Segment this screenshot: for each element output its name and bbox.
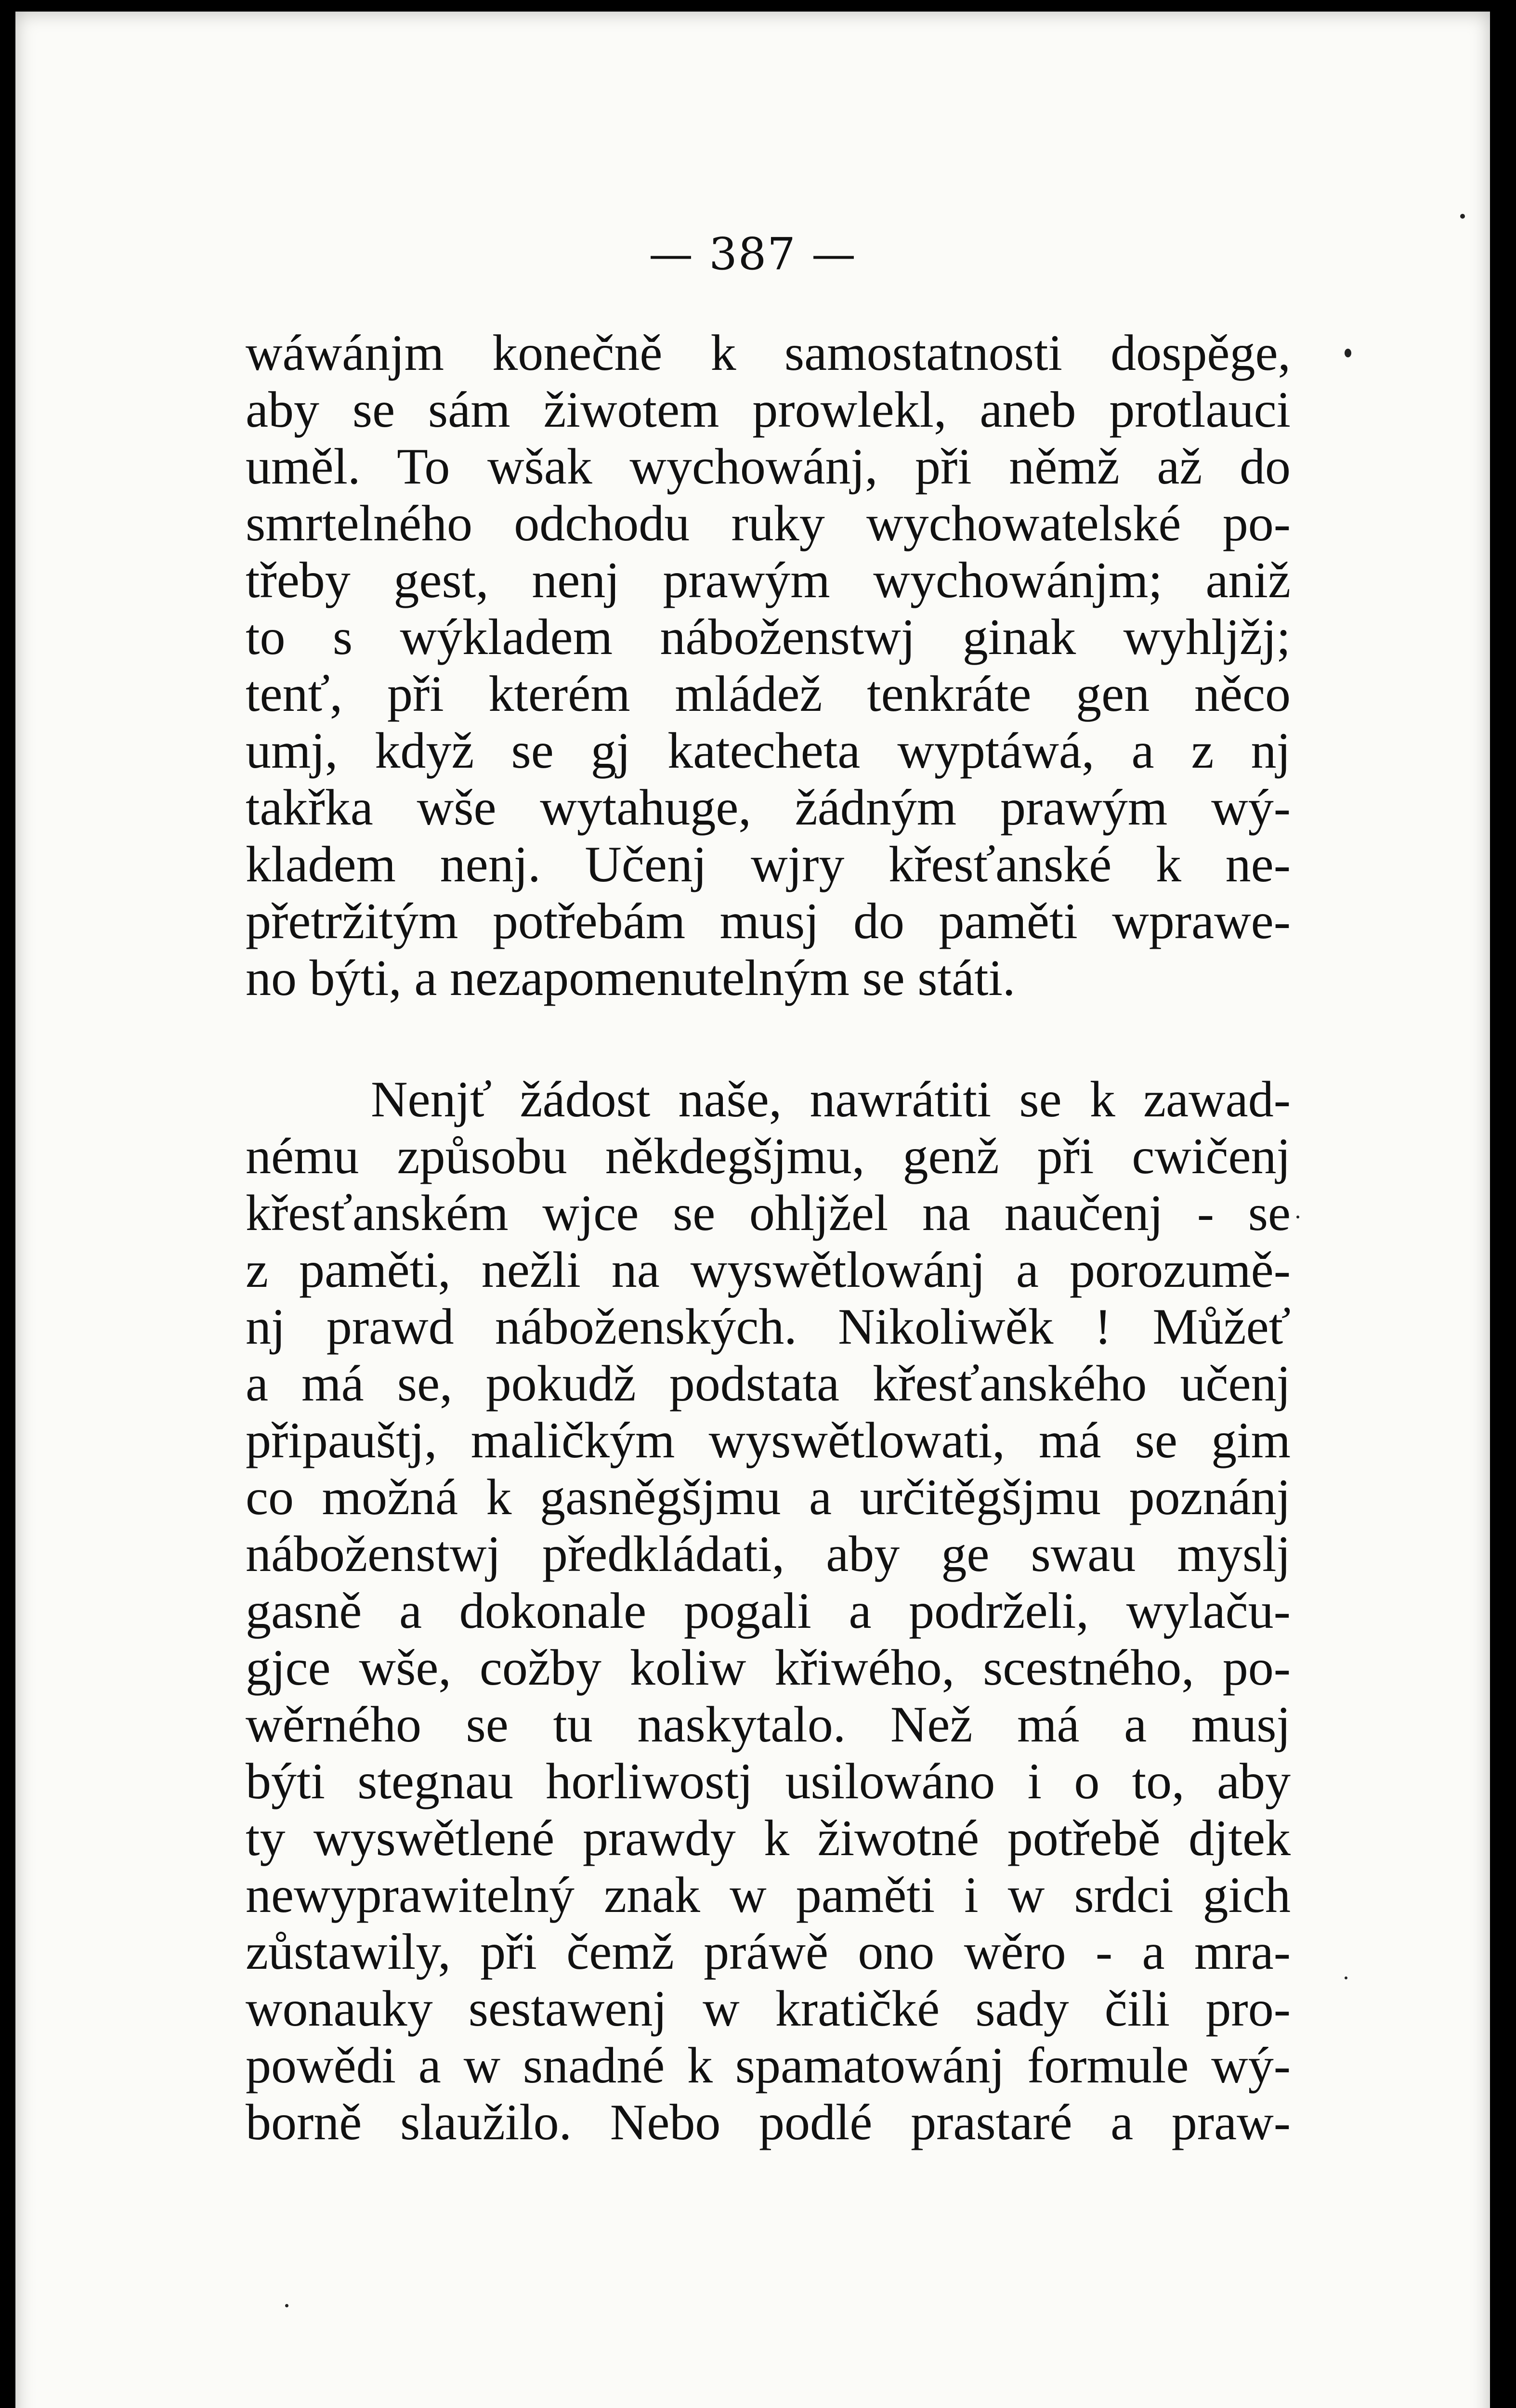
scan-speck [1345, 1976, 1347, 1979]
text-line: wáwánjm konečně k samostatnosti dospěge, [246, 325, 1291, 381]
scan-speck [285, 2304, 288, 2307]
text-line: býti stegnau horliwostj usilowáno i o to, aby [246, 1753, 1291, 1809]
text-line: borně slaužilo. Nebo podlé prastaré a praw- [246, 2094, 1291, 2150]
text-line: z paměti, nežli na wyswětlowánj a porozumě- [246, 1242, 1291, 1298]
paragraph-1 [246, 325, 1291, 1007]
text-line: wonauky sestawenj w kratičké sady čili pro- [246, 1980, 1291, 2037]
text-line: nj prawd náboženských. Nikoliwěk ! Můžeť [246, 1298, 1291, 1355]
text-line: třeby gest, nenj prawým wychowánjm; aniž [246, 552, 1291, 608]
text-line: powědi a w snadné k spamatowánj formule wý- [246, 2037, 1291, 2094]
text-line: newyprawitelný znak w paměti i w srdci gich [246, 1867, 1291, 1923]
text-line: umj, když se gj katecheta wyptáwá, a z nj [246, 722, 1291, 779]
text-line: takřka wše wytahuge, žádným prawým wý- [246, 779, 1291, 836]
text-line: to s wýkladem náboženstwj ginak wyhljžj; [246, 609, 1291, 665]
text-line: nému způsobu někdegšjmu, genž při cwičenj [246, 1128, 1291, 1184]
scan-speck [1296, 1216, 1299, 1218]
text-line: ty wyswětlené prawdy k žiwotné potřebě djtek [246, 1810, 1291, 1866]
text-line: kladem nenj. Učenj wjry křesťanské k ne- [246, 836, 1291, 892]
text-line: uměl. To wšak wychowánj, při němž až do [246, 438, 1291, 495]
text-line: přetržitým potřebám musj do paměti wprawe- [246, 893, 1291, 949]
text-line: gjce wše, cožby koliw křiwého, scestného, po- [246, 1639, 1291, 1696]
text-line: a má se, pokudž podstata křesťanského učenj [246, 1355, 1291, 1412]
text-line: aby se sám žiwotem prowlekl, aneb protlauci [246, 381, 1291, 438]
text-line: připauštj, maličkým wyswětlowati, má se gim [246, 1412, 1291, 1468]
text-line: zůstawily, při čemž práwě ono wěro - a mra- [246, 1924, 1291, 1980]
text-line: no býti, a nezapomenutelným se státi. [246, 950, 1016, 1006]
text-line: smrtelného odchodu ruky wychowatelské po- [246, 495, 1291, 551]
scan-speck [1345, 349, 1351, 357]
text-line: křesťanském wjce se ohljžel na naučenj - se [246, 1185, 1291, 1241]
text-line: náboženstwj předkládati, aby ge swau myslj [246, 1526, 1291, 1582]
paragraph-2 [246, 1071, 1291, 2151]
text-line: gasně a dokonale pogali a podrželi, wylaču- [246, 1583, 1291, 1639]
text-line: co možná k gasněgšjmu a určitěgšjmu poznánj [246, 1469, 1291, 1525]
book-page [15, 12, 1490, 2408]
text-line: Nenjť žádost naše, nawrátiti se k zawad- [371, 1071, 1291, 1127]
text-line: wěrného se tu naskytalo. Než má a musj [246, 1696, 1291, 1753]
page-number: — 387 — [648, 228, 857, 280]
text-line: tenť, při kterém mládež tenkráte gen něco [246, 666, 1291, 722]
scan-speck [1460, 214, 1465, 219]
